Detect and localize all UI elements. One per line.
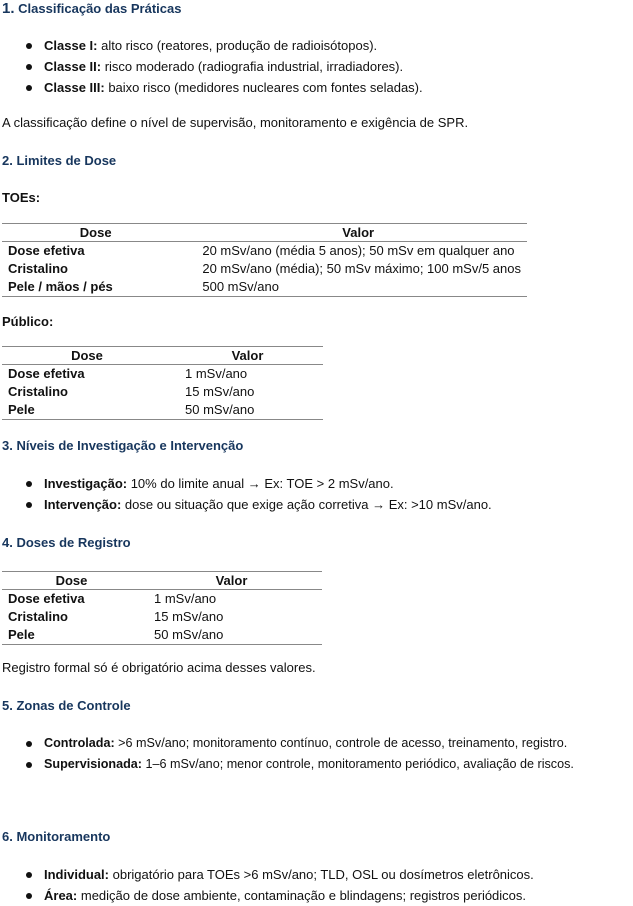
section-heading-classification: 1. Classificação das Práticas [2,0,182,17]
list-item: Individual: obrigatório para TOEs >6 mSv/ano; TLD, OSL ou dosímetros eletrônicos. [2,864,534,885]
toes-dose-table [2,223,527,297]
section-heading-monitoring: 6. Monitoramento [2,829,111,844]
list-item: Supervisionada: 1–6 mSv/ano; menor controle, monitoramento periódico, avaliação de riscos. [2,754,574,775]
list-item: Investigação: 10% do limite anual → Ex: TOE > 2 mSv/ano. [2,473,492,494]
table-row: Pele / mãos / pés 500 mSv/ano [2,278,527,297]
public-dose-table [2,346,323,420]
monitoring-list [2,864,534,904]
table-row: Cristalino 15 mSv/ano [8,609,224,624]
section-heading-record-doses: 4. Doses de Registro [2,535,131,550]
classification-list [2,35,423,98]
column-header: Dose [79,225,112,240]
column-header: Valor [215,573,248,588]
toes-label: TOEs: [2,190,41,205]
column-header: Dose [55,573,88,588]
classification-note: A classificação define o nível de supervisão, monitoramento e exigência de SPR. [2,115,469,130]
record-note: Registro formal só é obrigatório acima desses valores. [2,660,316,675]
investigation-list [2,473,492,515]
table-row: Cristalino 20 mSv/ano (média); 50 mSv máximo; 100 mSv/5 anos [8,261,521,276]
table-row: Dose efetiva 20 mSv/ano (média 5 anos); 50 mSv em qualquer ano [8,243,515,258]
list-item: Intervenção: dose ou situação que exige ação corretiva → Ex: >10 mSv/ano. [2,494,492,515]
section-heading-dose-limits: 2. Limites de Dose [2,153,117,168]
list-item: Classe II: risco moderado (radiografia industrial, irradiadores). [2,56,423,77]
table-row: Cristalino 15 mSv/ano [8,384,255,399]
column-header: Valor [342,225,375,240]
table-row: Dose efetiva 1 mSv/ano [8,591,217,606]
section-heading-investigation: 3. Níveis de Investigação e Intervenção [2,438,244,453]
column-header: Dose [71,348,103,363]
table-row: Dose efetiva 1 mSv/ano [8,366,248,381]
record-dose-table [2,571,322,645]
column-header: Valor [231,348,264,363]
table-row: Pele 50 mSv/ano [2,401,323,420]
table-row: Pele 50 mSv/ano [2,626,322,645]
public-label: Público: [2,314,54,329]
section-heading-control-zones: 5. Zonas de Controle [2,698,131,713]
list-item: Controlada: >6 mSv/ano; monitoramento contínuo, controle de acesso, treinamento, registro. [2,733,574,754]
list-item: Área: medição de dose ambiente, contaminação e blindagens; registros periódicos. [2,885,534,904]
list-item: Classe III: baixo risco (medidores nucleares com fontes seladas). [2,77,423,98]
control-zones-list [2,733,574,775]
list-item: Classe I: alto risco (reatores, produção de radioisótopos). [2,35,423,56]
